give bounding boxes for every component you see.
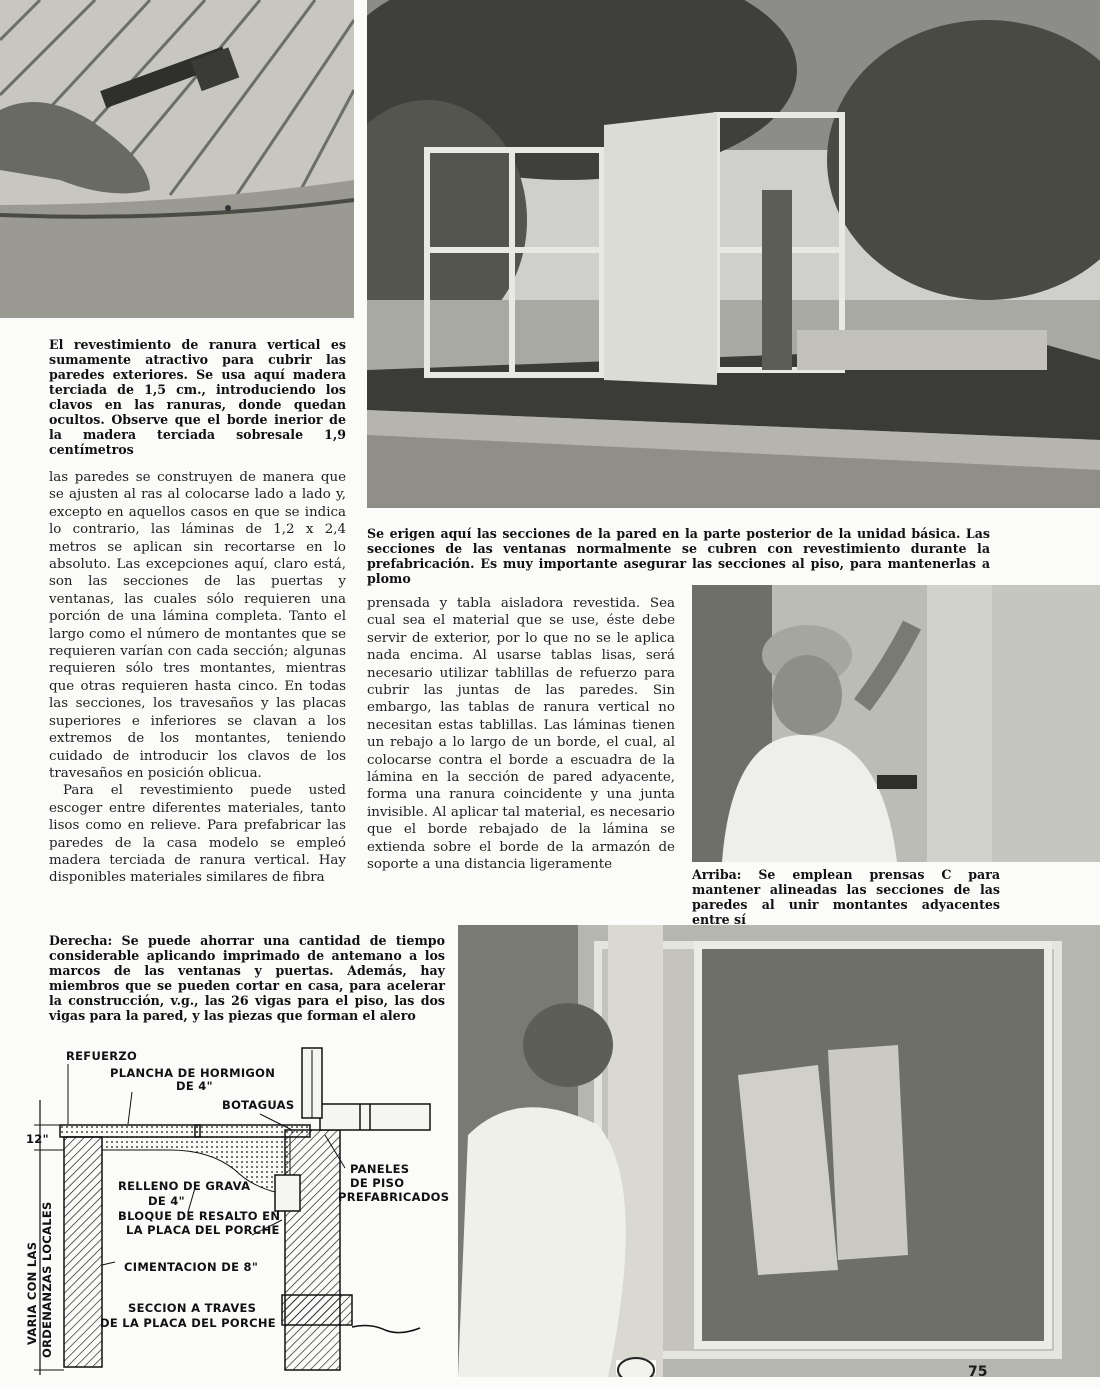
- diagram-label-relleno-size: DE 4": [148, 1194, 185, 1208]
- diagram-label-cimentacion: CIMENTACION DE 8": [124, 1260, 259, 1274]
- diagram-label-varia-2: ORDENANZAS LOCALES: [40, 1201, 54, 1358]
- diagram-label-plancha-size: DE 4": [176, 1079, 213, 1093]
- body-paragraph: las paredes se construyen de manera que se ajusten al ras al colocarse lado a lado y, excepto en aquellos casos en que se indica lo contrario, las láminas de 1,2 x 2,4 metros se aplican sin recortarse en lo absoluto. Las excepciones aquí, claro está, son las secciones de las puertas y ventanas, las cuales sólo requieren una porción de una lámina completa. Tanto el largo como el número de montantes que se requieren varían con cada sección; algunas requieren sólo tres montantes, mientras que otras requieren hasta cinco. En todas las secciones, los travesaños y las placas superiores e inferiores se clavan a los extremos de los montantes, teniendo cuidado de introducir los clavos de los travesaños en posición oblicua.: [49, 470, 346, 781]
- diagram-label-relleno: RELLENO DE GRAVA: [118, 1179, 251, 1193]
- diagram-label-plancha: PLANCHA DE HORMIGON: [110, 1066, 276, 1080]
- diagram-label-botaguas: BOTAGUAS: [222, 1098, 295, 1112]
- photo-man-clamping-sections: [692, 585, 1100, 862]
- diagram-label-paneles: PANELES: [350, 1162, 410, 1176]
- diagram-label-seccion-2: DE LA PLACA DEL PORCHE: [100, 1316, 276, 1330]
- photo-hammer-nailing-siding: [0, 0, 354, 318]
- diagram-label-bloque: BLOQUE DE RESALTO EN: [118, 1209, 281, 1223]
- diagram-label-seccion: SECCION A TRAVES: [128, 1301, 257, 1315]
- photo-wall-sections-erected: [367, 0, 1100, 508]
- caption-c-clamps: Arriba: Se emplean prensas C para mantener alineadas las secciones de las paredes al unir montantes adyacentes entre sí: [692, 867, 1000, 927]
- diagram-label-bloque-2: LA PLACA DEL PORCHE: [126, 1223, 280, 1237]
- photo-man-priming-frames: [458, 925, 1100, 1377]
- body-paragraph: prensada y tabla aisladora revestida. Sea cual sea el material que se use, éste debe servir de exterior, por lo que no se le aplica nada encima. Al usarse tablas lisas, será necesario utilizar tablillas de refuerzo para cubrir las juntas de las paredes. Sin embargo, las tablas de ranura vertical no necesitan estas tablillas. Las láminas tienen un rebajo a lo largo de un borde, el cual, al colocarse contra el borde a escuadra de la lámina en la sección de pared adyacente, forma una ranura coincidente y una junta invisible. Al aplicar tal material, es necesario que el borde rebajado de la lámina se extienda sobre el borde de la armazón de soporte a una distancia ligeramente: [367, 596, 675, 873]
- diagram-label-varia: VARIA CON LAS: [25, 1241, 39, 1345]
- caption-wall-sections: Se erigen aquí las secciones de la pared en la parte posterior de la unidad básica. Las secciones de las ventanas normalmente se cubren con revestimiento durante la prefabricación. Es muy importante asegurar las secciones al piso, para mantenerlas a plomo: [367, 526, 990, 586]
- body-column-left: [49, 469, 346, 887]
- diagram-label-refuerzo: REFUERZO: [66, 1049, 138, 1063]
- page-number: 75: [968, 1364, 988, 1380]
- porch-slab-section-diagram: [20, 1040, 450, 1380]
- caption-plywood-siding: El revestimiento de ranura vertical es sumamente atractivo para cubrir las paredes exteriores. Se usa aquí madera terciada de 1,5 cm., introduciendo los clavos en las ranuras, donde quedan ocultos. Observe que el borde inerior de la madera terciada sobresale 1,9 centímetros: [49, 337, 346, 457]
- diagram-label-paneles-3: PREFABRICADOS: [338, 1190, 450, 1204]
- caption-priming-frames: Derecha: Se puede ahorrar una cantidad de tiempo considerable aplicando imprimado de antemano a los marcos de las ventanas y puertas. Además, hay miembros que se pueden cortar en casa, para acelerar la construcción, v.g., las 26 vigas para el piso, las dos vigas para la pared, y las piezas que forman el alero: [49, 933, 445, 1023]
- diagram-dimension-12: 12": [26, 1132, 49, 1146]
- body-paragraph: Para el revestimiento puede usted escoger entre diferentes materiales, tanto lisos como en relieve. Para prefabricar las paredes de la casa modelo se empleó madera terciada de ranura vertical. Hay disponibles materiales similares de fibra: [49, 783, 346, 886]
- diagram-label-paneles-2: DE PISO: [350, 1176, 405, 1190]
- body-column-middle: [367, 595, 675, 874]
